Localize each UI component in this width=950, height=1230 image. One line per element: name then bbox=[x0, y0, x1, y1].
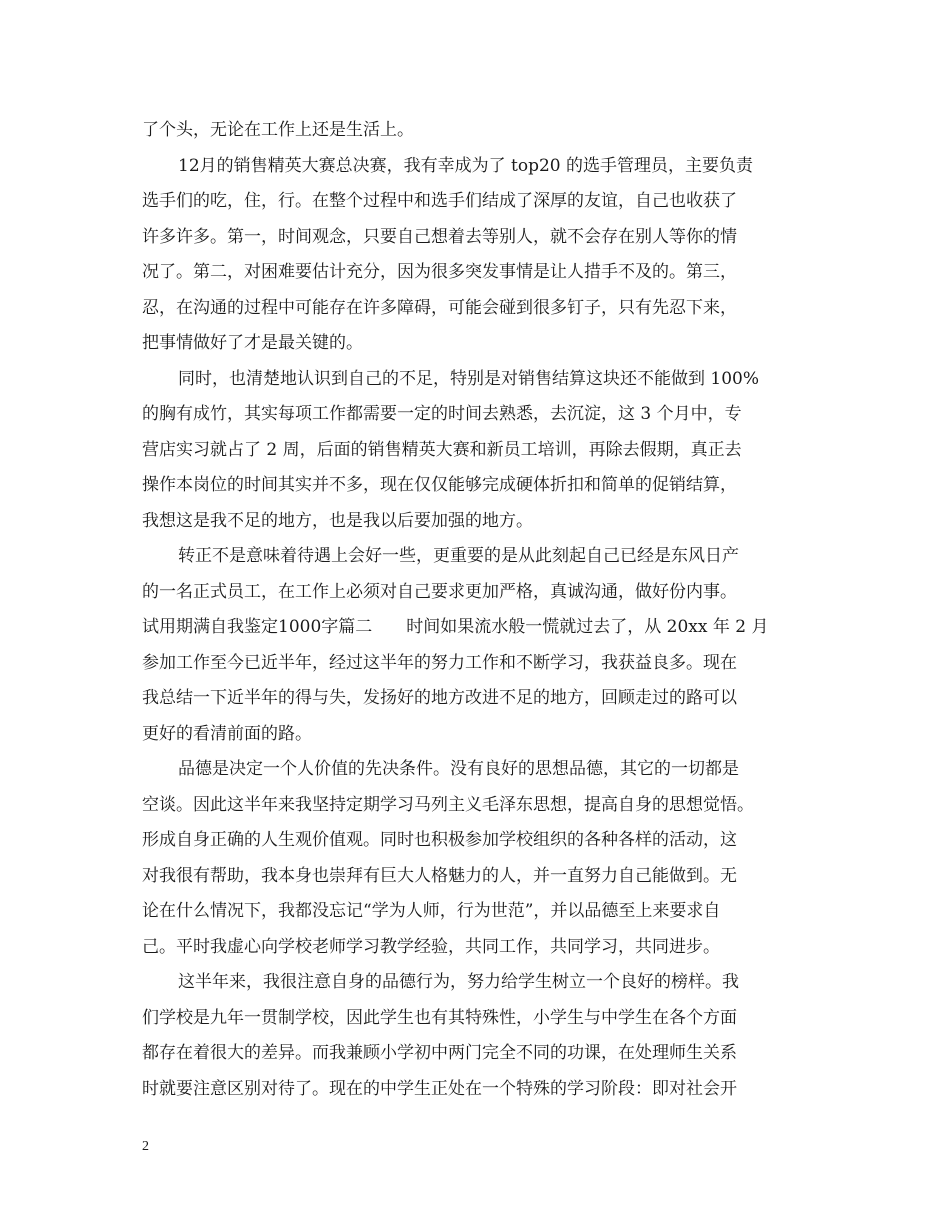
text-line: 们学校是九年一贯制学校，因此学生也有其特殊性，小学生与中学生在各个方面 bbox=[142, 1007, 737, 1028]
body-text bbox=[142, 113, 822, 1107]
text-line: 己。平时我虚心向学校老师学习教学经验，共同工作，共同学习，共同进步。 bbox=[142, 936, 720, 957]
page-number: 2 bbox=[142, 1139, 149, 1154]
text-line: 这半年来，我很注意自身的品德行为，努力给学生树立一个良好的榜样。我 bbox=[178, 972, 739, 992]
text-line: 选手们的吃，住，行。在整个过程中和选手们结成了深厚的友谊，自己也收获了 bbox=[142, 191, 737, 211]
text-line: 营店实习就占了 2 周，后面的销售精英大赛和新员工培训，再除去假期，真正去 bbox=[142, 439, 742, 460]
text-line: 参加工作至今已近半年，经过这半年的努力工作和不断学习，我获益良多。现在 bbox=[142, 652, 737, 673]
text-line: 了个头，无论在工作上还是生活上。 bbox=[142, 120, 414, 140]
text-line: 更好的看清前面的路。 bbox=[142, 723, 312, 744]
text-line: 试用期满自我鉴定1000字篇二 时间如果流水般一慌就过去了，从 20xx 年 2 月 bbox=[142, 617, 769, 637]
text-line: 都存在着很大的差异。而我兼顾小学初中两门完全不同的功课，在处理师生关系 bbox=[142, 1043, 737, 1063]
text-line: 忍，在沟通的过程中可能存在许多障碍，可能会碰到很多钉子，只有先忍下来， bbox=[142, 297, 737, 318]
text-line: 转正不是意味着待遇上会好一些，更重要的是从此刻起自己已经是东风日产 bbox=[178, 546, 739, 566]
text-line: 同时，也清楚地认识到自己的不足，特别是对销售结算这块还不能做到 100% bbox=[178, 368, 760, 389]
text-line: 空谈。因此这半年来我坚持定期学习马列主义毛泽东思想，提高自身的思想觉悟。 bbox=[142, 794, 754, 815]
text-line: 对我很有帮助，我本身也崇拜有巨大人格魅力的人，并一直努力自己能做到。无 bbox=[142, 865, 737, 886]
text-line: 的胸有成竹，其实每项工作都需要一定的时间去熟悉，去沉淀，这 3 个月中，专 bbox=[142, 404, 742, 424]
text-line: 许多许多。第一，时间观念，只要自己想着去等别人，就不会存在别人等你的情 bbox=[142, 226, 737, 247]
text-line: 品德是决定一个人价值的先决条件。没有良好的思想品德，其它的一切都是 bbox=[178, 759, 739, 779]
text-line: 时就要注意区别对待了。现在的中学生正处在一个特殊的学习阶段：即对社会开 bbox=[142, 1078, 737, 1099]
text-line: 12月的销售精英大赛总决赛，我有幸成为了 top20 的选手管理员，主要负责 bbox=[178, 155, 754, 176]
text-line: 况了。第二，对困难要估计充分，因为很多突发事情是让人措手不及的。第三， bbox=[142, 262, 737, 282]
text-line: 我总结一下近半年的得与失，发扬好的地方改进不足的地方，回顾走过的路可以 bbox=[142, 688, 737, 708]
text-line: 的一名正式员工，在工作上必须对自己要求更加严格，真诚沟通，做好份内事。 bbox=[142, 581, 737, 602]
text-line: 论在什么情况下，我都没忘记“学为人师，行为世范”，并以品德至上来要求自 bbox=[142, 901, 721, 921]
text-line: 我想这是我不足的地方，也是我以后要加强的地方。 bbox=[142, 510, 533, 531]
text-line: 形成自身正确的人生观价值观。同时也积极参加学校组织的各种各样的活动，这 bbox=[142, 830, 737, 850]
text-line: 操作本岗位的时间其实并不多，现在仅仅能够完成硬体折扣和简单的促销结算， bbox=[142, 475, 737, 495]
text-line: 把事情做好了才是最关键的。 bbox=[142, 333, 363, 353]
